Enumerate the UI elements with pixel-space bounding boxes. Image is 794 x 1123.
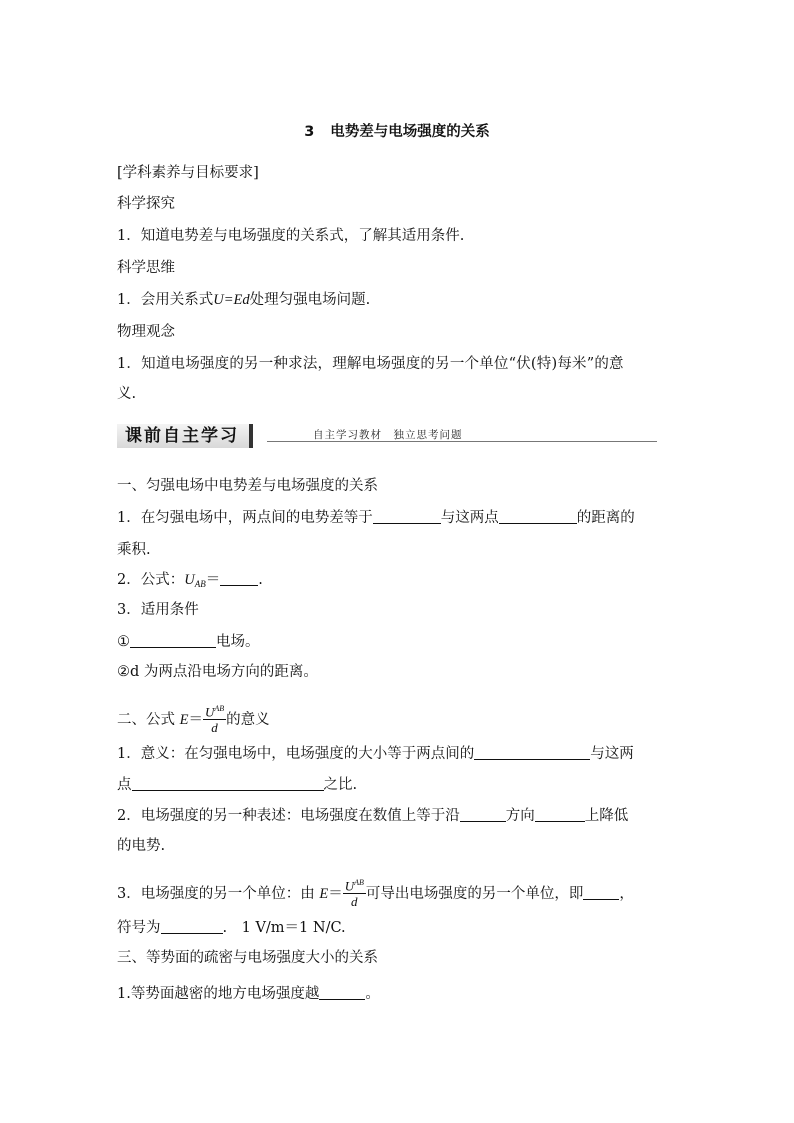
part3-heading: 三、等势面的疏密与电场强度大小的关系 bbox=[117, 950, 378, 966]
blank-9 bbox=[583, 885, 619, 900]
part1-item3a-suffix: 电场。 bbox=[216, 634, 260, 650]
frac-num-sup: AB bbox=[354, 878, 364, 887]
part1-item2 bbox=[117, 570, 263, 594]
physics-concept-item-line2: 义. bbox=[117, 386, 137, 402]
circle-one: ① bbox=[117, 634, 130, 650]
part3-item1-text-a: 1.等势面越密的地方电场强度越 bbox=[117, 986, 320, 1002]
part2-item2-cont: 的电势. bbox=[117, 838, 166, 854]
sci-thinking-item bbox=[117, 290, 370, 310]
part2-item1-text-c: 点 bbox=[117, 777, 132, 793]
part2-item2-text-a: 2．电场强度的另一种表述：电场强度在数值上等于沿 bbox=[117, 808, 460, 824]
title-text: 电势差与电场强度的关系 bbox=[330, 124, 490, 140]
part2-item3-text-d: 符号为 bbox=[117, 920, 161, 936]
part1-heading: 一、匀强电场中电势差与电场强度的关系 bbox=[117, 478, 378, 494]
sci-thinking-suffix: 处理匀强电场问题. bbox=[249, 292, 371, 308]
part3-item1 bbox=[117, 984, 380, 1004]
part2-item3 bbox=[117, 877, 634, 911]
blank-2 bbox=[499, 509, 577, 524]
blank-4 bbox=[130, 633, 216, 648]
part1-item3: 3．适用条件 bbox=[117, 602, 199, 618]
var-e: E bbox=[319, 886, 329, 903]
part1-item2-prefix: 2．公式： bbox=[117, 572, 185, 588]
part2-item2 bbox=[117, 806, 628, 826]
sci-thinking-label: 科学思维 bbox=[117, 260, 175, 276]
part1-item3a bbox=[117, 632, 260, 652]
fraction-denominator: d bbox=[211, 720, 218, 736]
equals: ＝ bbox=[328, 886, 343, 903]
section-title: 课前自主学习 bbox=[117, 424, 253, 448]
part1-item1-text-a: 1．在匀强电场中，两点间的电势差等于 bbox=[117, 510, 373, 526]
part2-item1 bbox=[117, 744, 634, 764]
blank-6 bbox=[132, 776, 324, 791]
blank-10 bbox=[161, 919, 223, 934]
page-title bbox=[0, 120, 794, 141]
part1-item1 bbox=[117, 508, 635, 528]
frac-num-u: U bbox=[344, 878, 355, 894]
part2-heading-suffix: 的意义 bbox=[226, 712, 270, 729]
blank-5 bbox=[474, 745, 590, 760]
part2-item3-text-a: 3．电场强度的另一个单位：由 bbox=[117, 886, 320, 903]
fraction-numerator bbox=[203, 701, 226, 720]
blank-1 bbox=[373, 509, 441, 524]
blank-8 bbox=[535, 807, 585, 822]
requirements-header: [学科素养与目标要求] bbox=[117, 165, 259, 181]
equals: ＝ bbox=[188, 712, 203, 729]
part2-item1-text-a: 1．意义：在匀强电场中，电场强度的大小等于两点间的 bbox=[117, 746, 475, 762]
fraction-denominator: d bbox=[351, 894, 358, 910]
blank-7 bbox=[460, 807, 506, 822]
part2-item1-cont bbox=[117, 775, 357, 795]
sub-ab: AB bbox=[194, 579, 206, 589]
part2-item3-text-b: 可导出电场强度的另一个单位，即 bbox=[365, 886, 584, 903]
section-subtitle: 自主学习教材 独立思考问题 bbox=[313, 429, 463, 441]
part2-item2-text-c: 上降低 bbox=[584, 808, 629, 824]
part1-item1-text-c: 的距离的 bbox=[576, 510, 635, 526]
part2-item3-cont bbox=[117, 918, 346, 938]
fraction-numerator bbox=[343, 875, 366, 894]
part2-item3-text-e: . 1 V/m＝1 N/C. bbox=[222, 920, 346, 936]
physics-concept-label: 物理观念 bbox=[117, 324, 175, 340]
sci-explore-label: 科学探究 bbox=[117, 196, 175, 212]
blank-11 bbox=[319, 985, 365, 1000]
sci-thinking-prefix: 1．会用关系式 bbox=[117, 292, 214, 308]
part1-item1-cont: 乘积. bbox=[117, 542, 151, 558]
part2-item2-text-b: 方向 bbox=[505, 808, 535, 824]
equals: ＝ bbox=[205, 572, 221, 588]
var-u: U bbox=[184, 572, 195, 588]
fraction-u-over-d bbox=[203, 701, 226, 735]
part2-heading-prefix: 二、公式 bbox=[117, 712, 180, 729]
period: . bbox=[258, 572, 263, 588]
title-number: 3 bbox=[304, 124, 315, 140]
formula-u-ed: U=Ed bbox=[213, 292, 250, 308]
comma: ， bbox=[619, 886, 634, 903]
var-e: E bbox=[179, 712, 189, 729]
sci-explore-item: 1．知道电势差与电场强度的关系式，了解其适用条件. bbox=[117, 228, 465, 244]
physics-concept-item-line1: 1．知道电场强度的另一种求法，理解电场强度的另一个单位“伏(特)每米”的意 bbox=[117, 356, 624, 372]
part2-heading bbox=[117, 703, 270, 737]
frac-num-sup: AB bbox=[214, 704, 225, 713]
part1-item3b: ②d 为两点沿电场方向的距离。 bbox=[117, 664, 318, 680]
section-banner bbox=[117, 424, 657, 448]
frac-num-u: U bbox=[204, 704, 215, 720]
part2-item1-text-b: 与这两 bbox=[590, 746, 634, 762]
part1-item1-text-b: 与这两点 bbox=[440, 510, 499, 526]
blank-3 bbox=[220, 571, 258, 586]
part2-item1-text-d: 之比. bbox=[323, 777, 358, 793]
part3-item1-text-b: 。 bbox=[365, 986, 380, 1002]
fraction-u-over-d bbox=[343, 875, 366, 909]
